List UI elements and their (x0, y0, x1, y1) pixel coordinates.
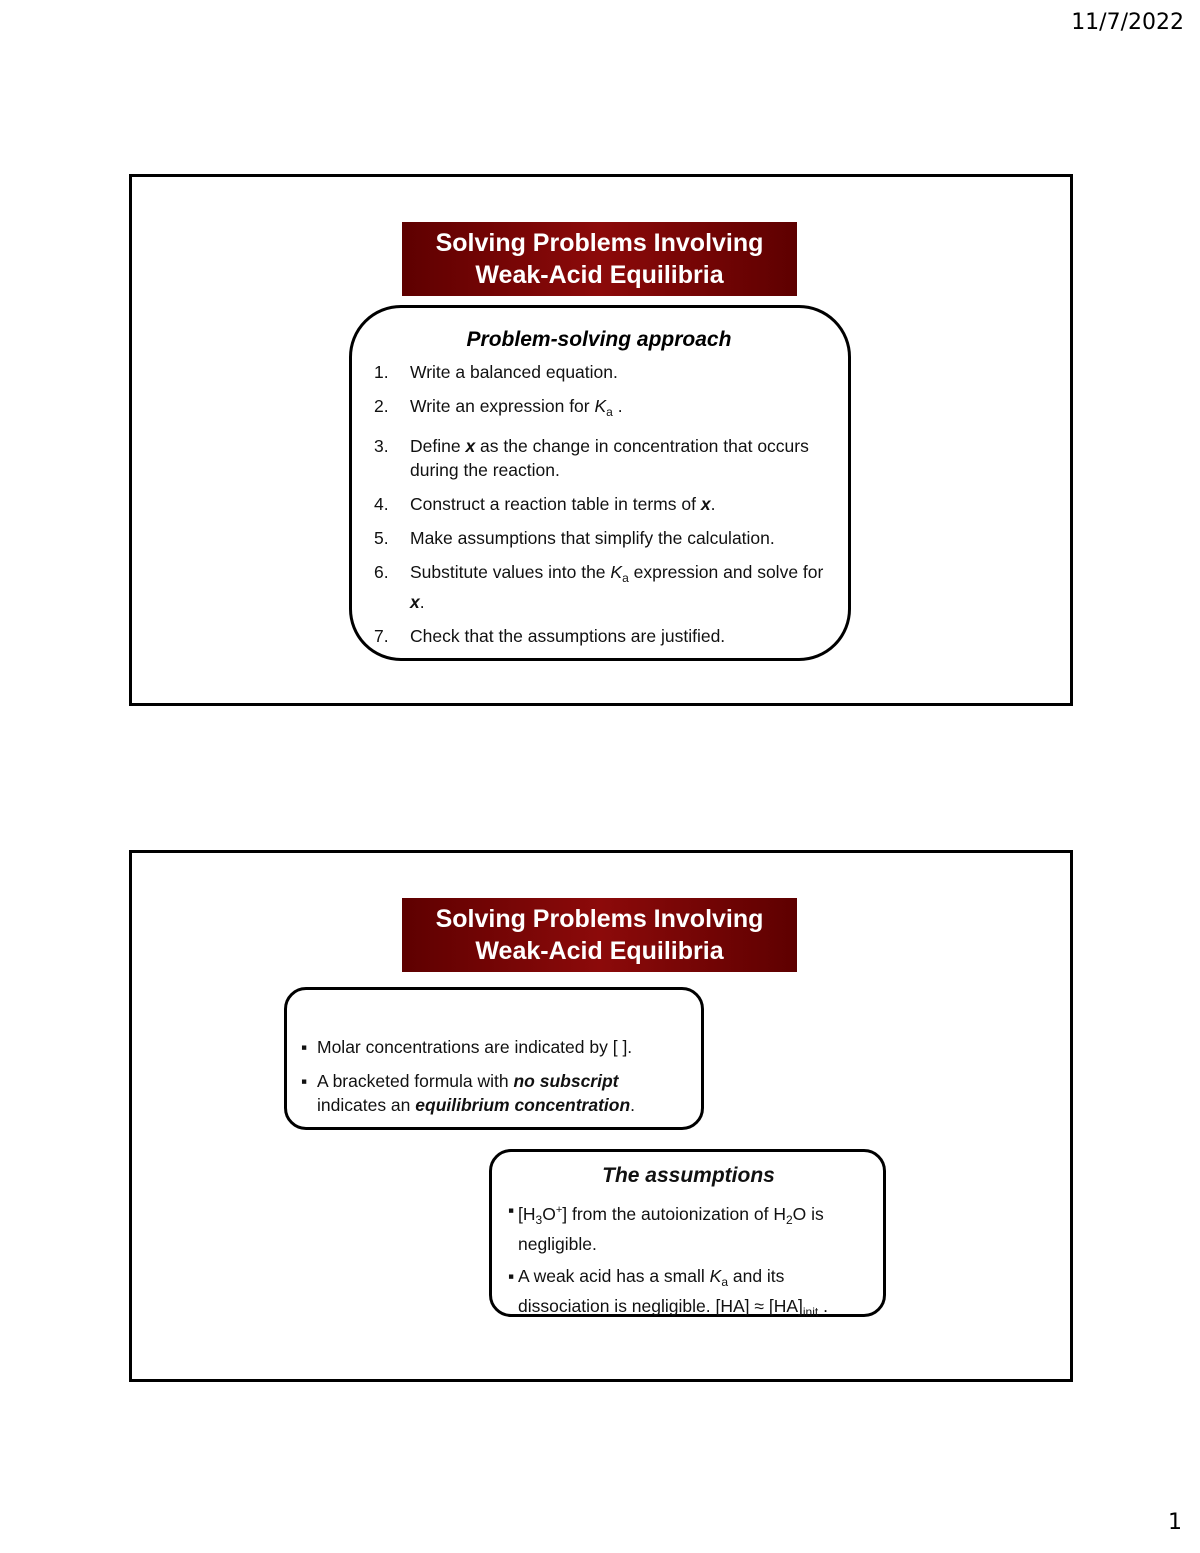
step-number: 6. (374, 562, 389, 582)
list-item (301, 1069, 687, 1117)
list-item (374, 560, 824, 614)
slide-1-title (402, 222, 797, 296)
step-number: 4. (374, 494, 389, 514)
slide-2-title-line-2: Weak-Acid Equilibria (475, 937, 724, 965)
step-text: Make assumptions that simplify the calculation. (410, 528, 775, 548)
list-item (301, 1035, 687, 1059)
bullet-text: A weak acid has a small $K_a$ and its dissociation is negligible. $[HA] \approx [HA]_{init}$ . (518, 1265, 828, 1319)
slide-2-title-line-1: Solving Problems Involving (435, 905, 764, 933)
list-item (374, 526, 824, 550)
list-item (374, 394, 824, 424)
list-item (374, 434, 824, 482)
step-text: Check that the assumptions are justified. (410, 626, 726, 646)
list-item (508, 1264, 869, 1324)
callout-heading: The assumptions (602, 1164, 775, 1187)
bullet-icon: ▪ (301, 1037, 308, 1057)
steps-list (374, 360, 824, 648)
assumptions-callout (489, 1149, 886, 1317)
step-text: Substitute values into the $K_a$ expression and solve for x. (410, 562, 824, 612)
slide-1 (129, 174, 1073, 706)
list-item (374, 492, 824, 516)
slide-2-title (402, 898, 797, 972)
notation-callout (284, 987, 704, 1130)
slide-2 (129, 850, 1073, 1382)
step-text: Construct a reaction table in terms of x. (410, 494, 716, 514)
step-number: 3. (374, 436, 389, 456)
problem-solving-callout (349, 305, 851, 661)
slide-1-title-line-2: Weak-Acid Equilibria (475, 261, 724, 289)
page-date: 11/7/2022 (1071, 10, 1184, 35)
bullet-text: A bracketed formula with no subscript indicates an equilibrium concentration. (317, 1071, 636, 1115)
bullet-icon: ▪ (508, 1265, 515, 1286)
step-number: 2. (374, 396, 389, 416)
bullet-icon: ▪ (301, 1071, 308, 1091)
step-text: Write an expression for $K_a$ . (410, 396, 623, 419)
page-number: 1 (1168, 1510, 1182, 1535)
step-number: 1. (374, 362, 389, 382)
bullet-text: Molar concentrations are indicated by [ ]. (317, 1037, 633, 1057)
slide-1-title-line-1: Solving Problems Involving (435, 229, 764, 257)
callout-heading: Problem-solving approach (466, 328, 732, 351)
list-item (374, 624, 824, 648)
step-text: Define x as the change in concentration that occurs during the reaction. (410, 436, 809, 480)
bullet-text: $[H_3O^+]$ from the autoionization of $H_2O$ is negligible. (518, 1203, 824, 1254)
bullet-icon: ▪ (508, 1200, 515, 1220)
step-number: 7. (374, 626, 389, 646)
list-item (374, 360, 824, 384)
step-number: 5. (374, 528, 389, 548)
list-item (508, 1198, 869, 1256)
step-text: Write a balanced equation. (410, 362, 618, 382)
